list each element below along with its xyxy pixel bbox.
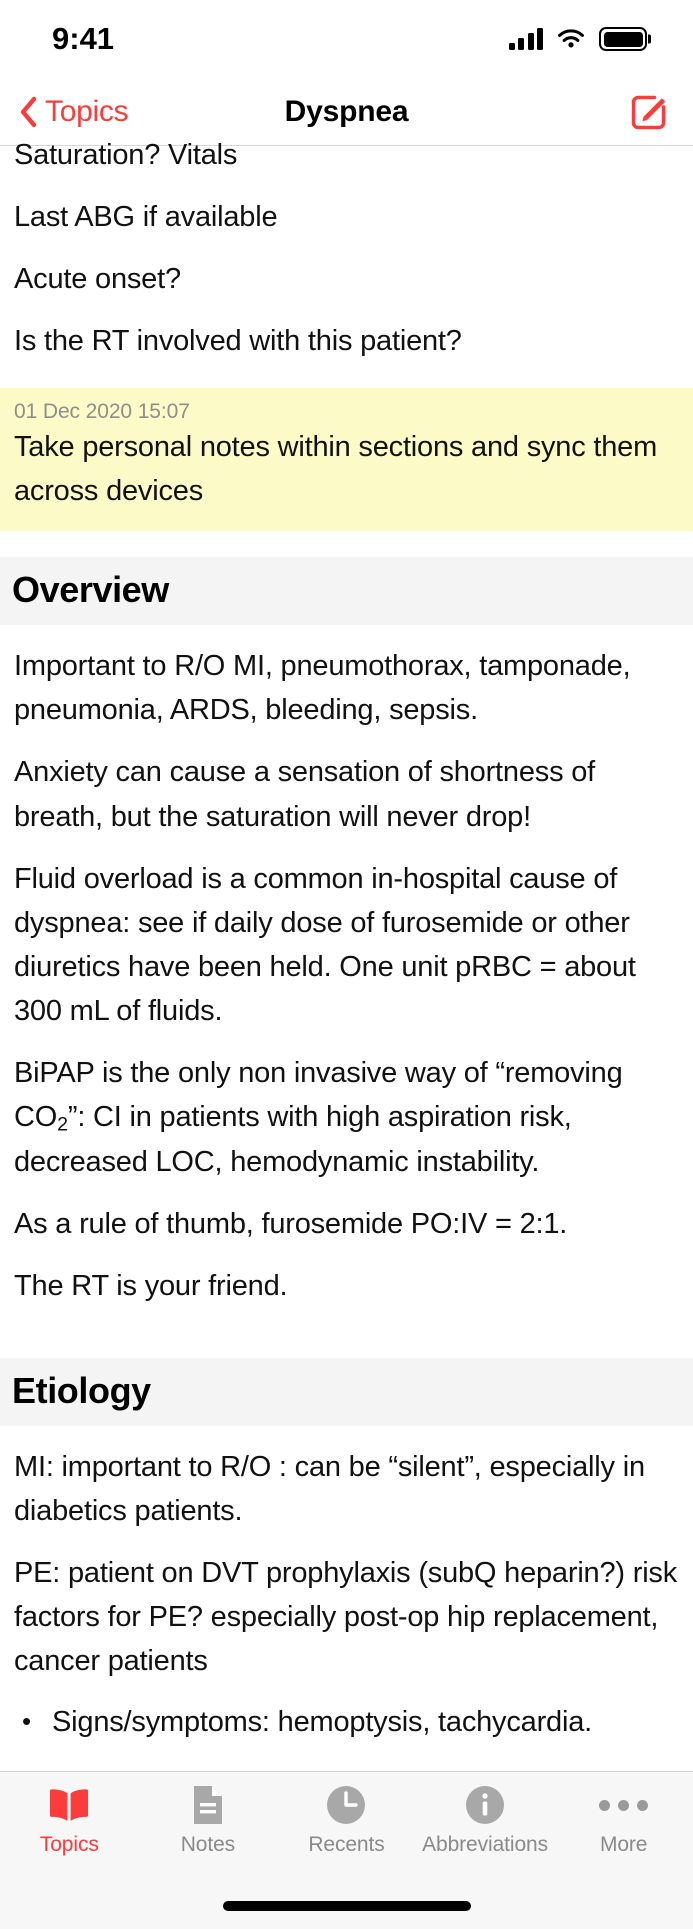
note-timestamp: 01 Dec 2020 15:07 (14, 400, 190, 424)
tab-topics[interactable] (0, 1784, 139, 1857)
home-indicator[interactable] (223, 1901, 471, 1911)
book-icon (48, 1784, 90, 1826)
cellular-signal-icon (509, 28, 544, 50)
content-line-acute-onset: Acute onset? (14, 263, 181, 296)
etiology-paragraph-pe: PE: patient on DVT prophylaxis (subQ heparin?) risk factors for PE? especially post-op hip replacement, cancer patients (14, 1556, 678, 1677)
tab-more[interactable] (554, 1784, 693, 1857)
tab-label-recents: Recents (308, 1833, 385, 1857)
battery-full-icon (599, 27, 647, 51)
tab-recents[interactable] (277, 1784, 416, 1857)
section-title-overview: Overview (12, 569, 169, 611)
overview-paragraph-bipap (0, 1042, 693, 1193)
tab-label-topics: Topics (39, 1833, 99, 1857)
compose-icon (629, 92, 669, 132)
clock-icon (325, 1784, 367, 1826)
chevron-left-icon (18, 96, 38, 128)
bullet-text: Signs/symptoms: hemoptysis, tachycardia. (52, 1705, 592, 1738)
overview-paragraph-2: Anxiety can cause a sensation of shortness of breath, but the saturation will never drop! (14, 756, 596, 833)
bullet-icon: • (22, 1705, 31, 1736)
ellipsis-icon (599, 1784, 648, 1826)
section-header-overview[interactable] (0, 557, 693, 625)
page-title: Dyspnea (284, 94, 409, 128)
section-body-overview (0, 625, 693, 1331)
etiology-paragraph-mi: MI: important to R/O : can be “silent”, especially in diabetics patients. (14, 1450, 645, 1527)
overview-paragraph-3: Fluid overload is a common in-hospital cause of dyspnea: see if daily dose of furosemide or other diuretics have been held. One unit pRBC = about 300 mL of fluids. (14, 862, 636, 1027)
section-title-etiology: Etiology (12, 1369, 151, 1411)
topic-content-scroll[interactable] (0, 139, 693, 1771)
etiology-bullet-signs-symptoms (0, 1692, 693, 1754)
document-icon (190, 1784, 226, 1826)
note-text: Take personal notes within sections and sync them across devices (14, 431, 658, 507)
content-line-rt-involved: Is the RT involved with this patient? (14, 325, 462, 358)
section-header-etiology[interactable] (0, 1358, 693, 1426)
overview-paragraph-5: The RT is your friend. (14, 1270, 288, 1303)
tab-notes[interactable] (139, 1784, 278, 1857)
tab-label-notes: Notes (180, 1833, 236, 1857)
overview-paragraph-1: Important to R/O MI, pneumothorax, tamponade, pneumonia, ARDS, bleeding, sepsis. (14, 650, 631, 727)
content-line-abg: Last ABG if available (14, 201, 278, 234)
back-button-label: Topics (45, 94, 129, 128)
content-line-saturation: Saturation? Vitals (14, 139, 238, 171)
info-circle-icon (464, 1784, 506, 1826)
bipap-text-before: BiPAP is the only non invasive way of “removing CO (14, 1056, 623, 1134)
topic-content (0, 124, 693, 1771)
overview-paragraph-4: As a rule of thumb, furosemide PO:IV = 2:1. (14, 1208, 568, 1241)
section-body-etiology (0, 1426, 693, 1768)
status-bar-indicators (509, 27, 648, 51)
status-bar (0, 0, 693, 78)
home-indicator-area (0, 1883, 693, 1929)
wifi-icon (556, 28, 586, 50)
bipap-text-after: ”: CI in patients with high aspiration risk, decreased LOC, hemodynamic instability. (14, 1101, 572, 1179)
status-bar-time: 9:41 (52, 21, 115, 56)
co2-subscript: 2 (57, 1113, 68, 1136)
compose-button[interactable] (627, 90, 671, 134)
tab-bar (0, 1771, 693, 1883)
personal-note-card[interactable] (0, 388, 693, 531)
tab-abbreviations[interactable] (416, 1784, 555, 1857)
tab-label-abbreviations: Abbreviations (422, 1833, 549, 1857)
tab-label-more: More (599, 1833, 648, 1857)
